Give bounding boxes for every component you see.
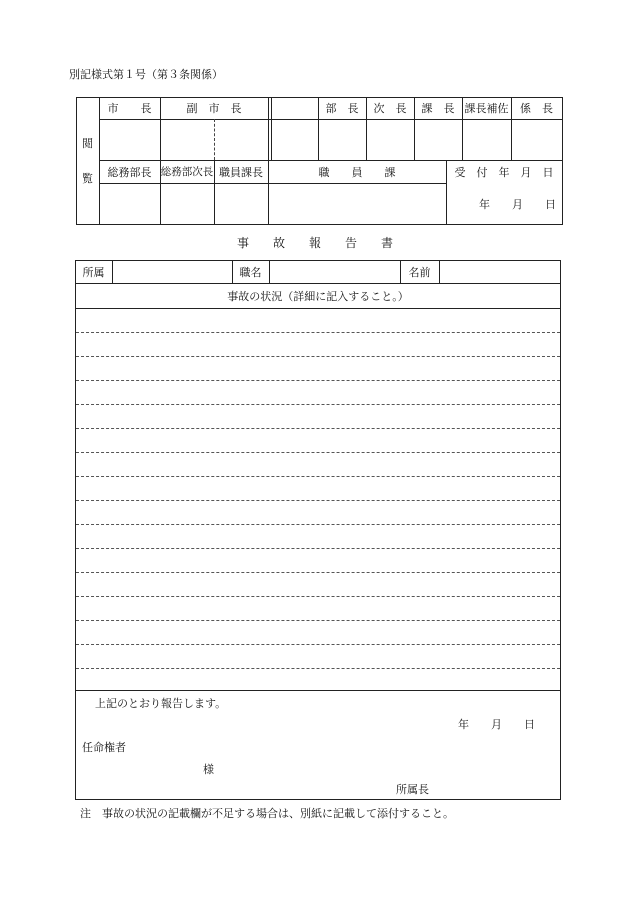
writing-line bbox=[76, 548, 560, 549]
header-unit-chief: 係 長 bbox=[520, 102, 553, 115]
writing-line bbox=[76, 524, 560, 525]
writing-line bbox=[76, 500, 560, 501]
writing-line bbox=[76, 380, 560, 381]
affiliation-field[interactable] bbox=[112, 260, 232, 283]
writing-line bbox=[76, 572, 560, 573]
header-section-chief: 課 長 bbox=[421, 102, 455, 115]
report-date: 年 月 日 bbox=[458, 718, 535, 731]
honorific-label: 様 bbox=[203, 763, 214, 776]
header-general-affairs-director: 総務部長 bbox=[107, 165, 152, 179]
position-field[interactable] bbox=[269, 260, 400, 283]
header-deputy-director: 次 長 bbox=[373, 102, 407, 115]
writing-line bbox=[76, 452, 560, 453]
document-title: 事 故 報 告 書 bbox=[236, 235, 393, 250]
writing-line bbox=[76, 644, 560, 645]
dept-head-label: 所属長 bbox=[396, 783, 429, 796]
report-statement: 上記のとおり報告します。 bbox=[95, 697, 227, 710]
footnote: 注 事故の状況の記載欄が不足する場合は、別紙に記載して添付すること。 bbox=[80, 807, 454, 820]
header-director: 部 長 bbox=[325, 102, 359, 115]
header-personnel-chief: 職員課長 bbox=[219, 165, 263, 179]
writing-line bbox=[76, 356, 560, 357]
affiliation-label: 所属 bbox=[82, 265, 105, 279]
header-deputy-mayor: 副 市 長 bbox=[186, 102, 242, 115]
header-receipt-date: 受 付 年 月 日 bbox=[454, 165, 554, 179]
receipt-date-line: 年 月 日 bbox=[479, 198, 556, 211]
form-label: 別記様式第１号（第３条関係） bbox=[69, 68, 223, 81]
header-general-affairs-deputy: 総務部次長 bbox=[160, 166, 214, 178]
situation-header: 事故の状況（詳細に記入すること。） bbox=[227, 290, 409, 303]
writing-line bbox=[76, 476, 560, 477]
name-label: 名前 bbox=[408, 265, 431, 279]
header-mayor: 市 長 bbox=[107, 102, 152, 115]
position-label: 職名 bbox=[239, 265, 262, 279]
writing-line bbox=[76, 596, 560, 597]
writing-line bbox=[76, 668, 560, 669]
writing-line bbox=[76, 404, 560, 405]
appointer-label: 任命権者 bbox=[82, 741, 126, 754]
header-assistant-chief: 課長補佐 bbox=[464, 102, 509, 115]
name-field[interactable] bbox=[439, 260, 560, 283]
header-personnel-section: 職 員 課 bbox=[318, 165, 396, 179]
writing-line bbox=[76, 428, 560, 429]
review-side-label-1: 閲 bbox=[82, 137, 93, 150]
writing-line bbox=[76, 332, 560, 333]
writing-line bbox=[76, 620, 560, 621]
review-side-label-2: 覧 bbox=[82, 172, 93, 185]
